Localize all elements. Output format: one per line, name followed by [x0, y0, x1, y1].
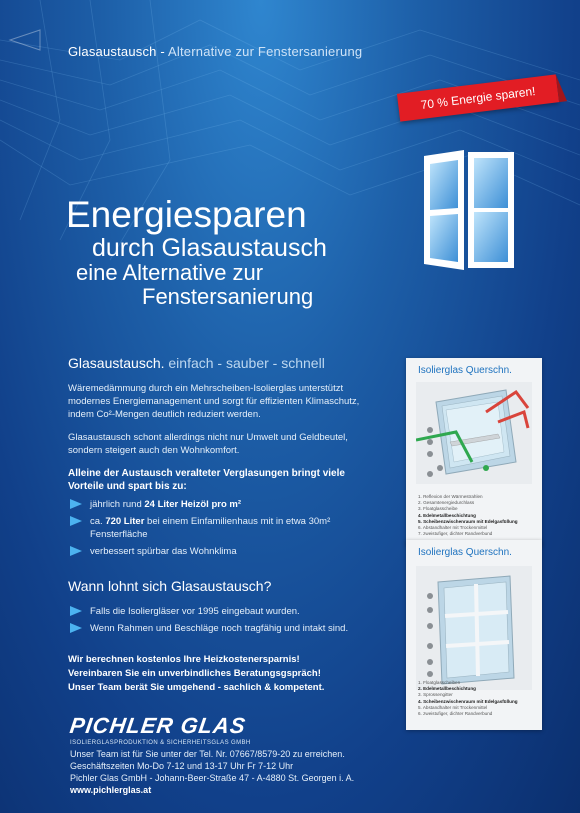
company-logo [70, 713, 251, 746]
card1-legend [418, 494, 538, 537]
legend-item: 6. zweistufiger, dichter Randverbund [418, 711, 493, 717]
legend-item: 7. zweistufiger, dichter Randverbund [418, 531, 493, 537]
legend-item: 3. Sprossengitter [418, 692, 453, 698]
legend-item: 1. Reflexion der Wärmestrahlen [418, 494, 483, 499]
savings-item: ca. 720 Liter bei einem Einfamilienhaus mit in etwa 30m² Fensterfläche [68, 515, 383, 541]
when-item: Wenn Rahmen und Beschläge noch tragfähig und intakt sind. [68, 622, 383, 635]
logo-wordmark: PICHLER GLAS [68, 713, 248, 738]
section1-intro: Alleine der Austausch veralteter Verglasungen bringt viele Vorteile und spart bis zu: [68, 468, 345, 492]
hero-line-1: Energiesparen [66, 194, 307, 235]
cross-section-card-2 [406, 540, 542, 730]
card2-legend [418, 680, 538, 717]
section1-title-main: Glasaustausch. [68, 355, 165, 371]
call-to-action [68, 653, 383, 695]
footer-hours: Geschäftszeiten Mo-Do 7-12 und 13-17 Uhr Fr 7-12 Uhr [70, 761, 294, 771]
legend-item: 6. Abstandhalter mit Trockenmittel [418, 525, 488, 531]
card1-title: Isolierglas Querschn. [418, 365, 512, 376]
arrow-bullet-icon [70, 516, 82, 526]
footer-contact [70, 748, 354, 796]
section1-title-sub: einfach - sauber - schnell [168, 355, 325, 371]
footer-website-link[interactable]: www.pichlerglas.at [70, 785, 152, 795]
legend-item: 3. Floatglasscheibe [418, 506, 458, 512]
when-list [68, 605, 383, 635]
legend-item: 5. Abstandhalter mit Trockenmittel [418, 704, 488, 710]
cross-section-card-1 [406, 358, 542, 546]
footer-address: Pichler Glas GmbH - Johann-Beer-Straße 47 - A-4880 St. Georgen i. A. [70, 773, 355, 783]
arrow-bullet-icon [70, 623, 82, 633]
arrow-bullet-icon [70, 546, 82, 556]
header-subtitle: Alternative zur Fenstersanierung [168, 44, 363, 59]
cta-line-1: Wir berechnen kostenlos Ihre Heizkostenersparnis! [68, 654, 300, 665]
arrow-bullet-icon [70, 606, 82, 616]
legend-item: 2. Gesamtenergiedurchlass [418, 500, 475, 506]
legend-item: 2. Edelmetallbeschichtung [418, 686, 476, 692]
hero-headline [66, 196, 426, 316]
hero-line-3: eine Alternative zur [76, 260, 264, 285]
header-separator: - [156, 44, 169, 59]
hero-line-4: Fenstersanierung [142, 284, 314, 309]
legend-item: 1. Floatglasscheiben [418, 680, 461, 685]
section1-paragraph-1: Wäremedämmung durch ein Mehrscheiben-Isolierglas unterstützt modernes Energiemanagement und sorgt für effizienten Klimaschutz, indem Co²-Mengen deutlich reduziert werden. [68, 383, 360, 420]
footer-phone: Unser Team ist für Sie unter der Tel. Nr. 07667/8579-20 zu erreichen. [70, 749, 345, 759]
glass-cross-section-diagram [416, 382, 532, 484]
energy-savings-ribbon: 70 % Energie sparen! [397, 74, 559, 121]
main-content [68, 357, 383, 695]
hero-line-2: durch Glasaustausch [92, 234, 327, 262]
savings-item: verbessert spürbar das Wohnklima [68, 545, 383, 558]
section1-paragraph-2: Glasaustausch schont allerdings nicht nur Umwelt und Geldbeutel, sondern steigert auch den Wohnkomfort. [68, 432, 348, 456]
section2-title: Wann lohnt sich Glasaustausch? [68, 578, 272, 594]
savings-list [68, 498, 383, 558]
logo-tagline: ISOLIERGLASPRODUKTION & SICHERHEITSGLAS GMBH [70, 740, 251, 746]
window-icon [420, 150, 516, 270]
page-header [68, 44, 362, 59]
card2-title: Isolierglas Querschn. [418, 547, 512, 558]
arrow-bullet-icon [70, 499, 82, 509]
savings-item: jährlich rund 24 Liter Heizöl pro m² [68, 498, 383, 511]
cta-line-2: Vereinbaren Sie ein unverbindliches Beratungsgspräch! [68, 668, 321, 679]
header-brand: Glasaustausch [68, 44, 157, 59]
when-item: Falls die Isoliergläser vor 1995 eingebaut wurden. [68, 605, 383, 618]
section1-title [68, 357, 383, 370]
legend-item: 4. Edelmetallbeschichtung [418, 512, 476, 518]
legend-item: 5. Scheibenzwischenraum mit Edelgasfüllung [418, 518, 518, 524]
legend-item: 4. Scheibenzwischenraum mit Edelgasfüllung [418, 698, 518, 704]
glass-grid-cross-section-diagram [416, 566, 532, 690]
cta-line-3: Unser Team berät Sie umgehend - sachlich & kompetent. [68, 682, 325, 693]
